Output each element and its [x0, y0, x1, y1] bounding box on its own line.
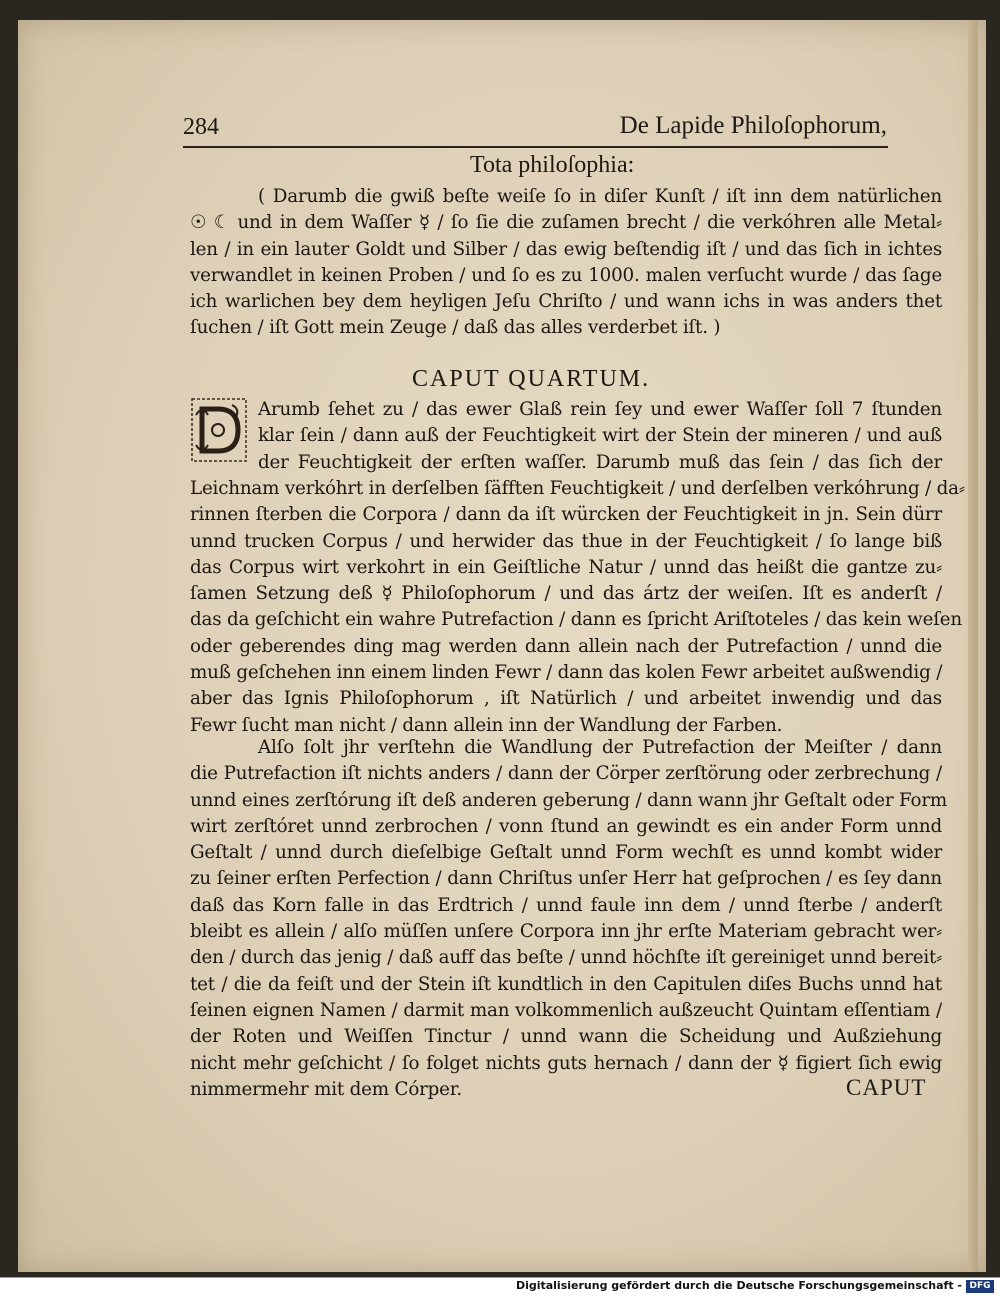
text-line: nimmermehr mit dem Córper. [190, 1078, 462, 1100]
running-head [183, 112, 943, 146]
text-line: ſuchen / iſt Gott mein Zeuge / daß das alles verderbet iſt. ) [190, 317, 721, 339]
paragraph-2 [190, 476, 965, 739]
page-edge [968, 20, 978, 1272]
text-line: rinnen ſterben die Corpora / dann da iſt würcken der Feuchtigkeit in jn. Sein dürr [190, 504, 942, 526]
text-line: verwandlet in keinen Proben / und ſo es zu 1000. malen verſucht wurde / das ſage [190, 264, 942, 286]
paragraph-1 [190, 184, 942, 342]
text-line: bleibt es allein / alſo müſſen unſere Corpora inn jhr erſte Materiam gebracht wer⸗ [190, 921, 942, 943]
text-line: len / in ein lauter Goldt und Silber / das ewig beſtendig iſt / und das ſich in ichtes [190, 238, 942, 260]
text-line: unnd trucken Corpus / und herwider das thue in der Feuchtigkeit / ſo lange biß [190, 530, 942, 552]
text-line: aber das Ignis Philoſophorum , iſt Natürlich / und arbeitet inwendig und das [190, 688, 942, 710]
dfg-logo: DFG [966, 1280, 994, 1293]
text-line: nicht mehr geſchicht / ſo folget nichts guts hernach / dann der ☿ figiert ſich ewig [190, 1052, 942, 1074]
footer-bar [0, 1277, 1000, 1296]
text-line: tet / die da feiſt und der Stein iſt kundtlich in den Capitulen diſes Buchs unnd hat [190, 973, 942, 995]
text-line: oder geberendes ding mag werden dann allein nach der Putrefaction / unnd die [190, 635, 942, 657]
chapter-heading: CAPUT QUARTUM. [412, 366, 651, 392]
paragraph-3 [190, 735, 947, 1103]
text-line: der Feuchtigkeit der erſten waſſer. Darumb muß das ſein / das ſich der [258, 451, 942, 473]
text-line: ( Darumb die gwiß beſte weiſe ſo in diſer Kunſt / iſt inn dem natürlichen [258, 186, 942, 207]
catchword: CAPUT [846, 1075, 927, 1100]
footer-credit: Digitalisierung gefördert durch die Deutsche Forschungsgemeinschaft - [515, 1279, 962, 1292]
text-line: Arumb ſehet zu / das ewer Glaß rein ſey und ewer Waſſer ſoll 7 ſtunden [258, 399, 942, 420]
text-line: das Corpus wirt verkohrt in ein Geiſtliche Natur / unnd das heißt die gantze zu⸗ [190, 556, 942, 578]
header-rule [183, 146, 888, 148]
text-line: ich warlichen bey dem heyligen Jeſu Chriſto / und wann ichs in was anders thet [190, 291, 942, 313]
text-line: unnd eines zerſtórung iſt deß anderen geberung / dann wann jhr Geſtalt oder Form [190, 789, 947, 811]
header-title: De Lapide Philoſophorum, [619, 112, 887, 139]
text-line: den / durch das jenig / daß auff das beſte / unnd höchſte iſt gereiniget unnd bereit⸗ [190, 947, 942, 969]
section-subtitle: Tota philoſophia: [470, 152, 635, 178]
text-line: ſamen Setzung deß ☿ Philoſophorum / und das ártz der weiſen. Iſt es anderſt / [190, 583, 942, 605]
text-line: daß das Korn falle in das Erdtrich / unnd faule inn dem / unnd ſterbe / anderſt [190, 894, 942, 916]
text-line: klar ſein / dann auß der Feuchtigkeit wirt der Stein der mineren / und auß [258, 425, 942, 447]
text-line: Leichnam verkóhrt in derſelben ſäfften Feuchtigkeit / und derſelben verkóhrung / da⸗ [190, 478, 965, 499]
text-line: Geſtalt / unnd durch dieſelbige Geſtalt unnd Form wechſt es unnd kombt wider [190, 842, 942, 864]
text-line: der Roten und Weiſſen Tinctur / unnd wann die Scheidung und Außziehung [190, 1026, 942, 1048]
text-line: ☉ ☾ und in dem Waſſer ☿ / ſo ſie die zuſamen brecht / die verkóhren alle Metal⸗ [190, 212, 942, 234]
text-line: zu ſeiner erſten Perfection / dann Chriſtus unſer Herr hat geſprochen / es ſey dann [190, 868, 942, 890]
text-line: die Putrefaction iſt nichts anders / dann der Cörper zerſtörung oder zerbrechung / [190, 763, 942, 785]
text-line: das da geſchicht ein wahre Putrefaction / dann es ſpricht Ariſtoteles / das kein weſen [190, 609, 962, 631]
page-number: 284 [183, 114, 219, 140]
decorated-initial-d-icon [188, 395, 250, 465]
paragraph-2-first-lines [258, 397, 942, 476]
text-line: Fewr ſucht man nicht / dann allein inn der Wandlung der Farben. [190, 714, 783, 736]
text-line: muß geſchehen inn einem linden Fewr / dann das kolen Fewr arbeitet außwendig / [190, 662, 943, 684]
text-line: wirt zerſtóret unnd zerbrochen / vonn ſtund an gewindt es ein ander Form unnd [190, 815, 942, 837]
text-line: ſeinen eignen Namen / darmit man volkommenlich außzeucht Quintam eſſentiam / [190, 999, 942, 1021]
text-line: Alſo ſolt jhr verſtehn die Wandlung der Putrefaction der Meiſter / dann [258, 737, 942, 758]
